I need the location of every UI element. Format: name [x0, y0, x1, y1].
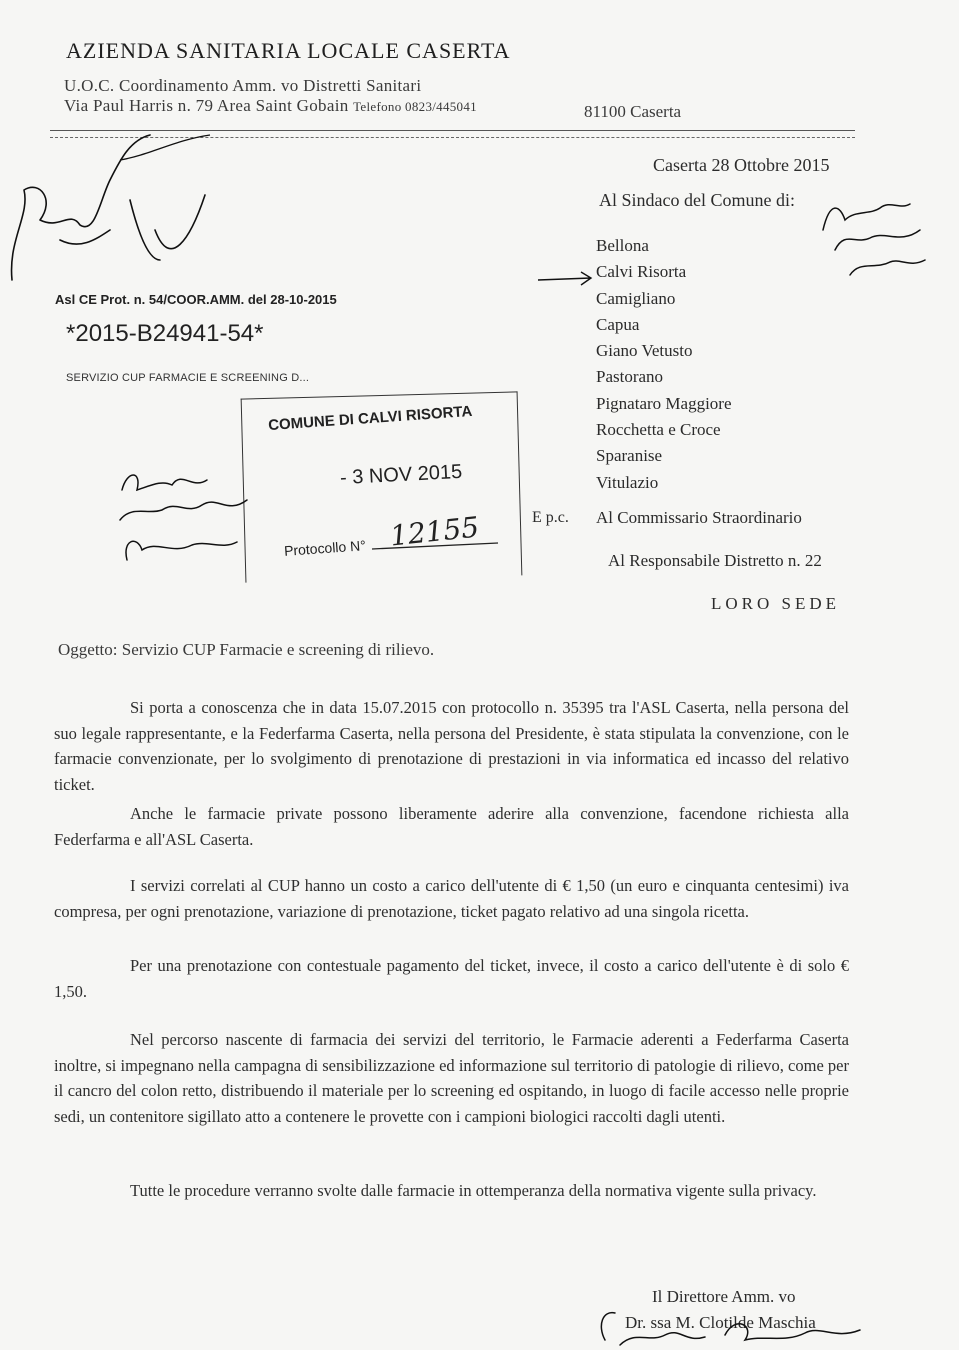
stamp-protocol-label: Protocollo N° [283, 537, 367, 559]
phone-text: Telefono 0823/445041 [353, 99, 477, 114]
recipient-town: Pignataro Maggiore [596, 393, 732, 413]
district-recipient: Al Responsabile Distretto n. 22 [608, 551, 822, 570]
recipient-town: Vitulazio [596, 472, 659, 492]
letter-date: Caserta 28 Ottobre 2015 [653, 155, 830, 175]
body-paragraph: Si porta a conoscenza che in data 15.07.2015 con protocollo n. 35395 tra l'ASL Caserta, nella persona del suo legale rappresentante, e la Federfarma Caserta, nella persona del Presidente, è stata stipulata la convenzione, con le farmacie convenzionate, per lo svolgimento di prenotazione di prestazioni in via informatica ed incasso del relativo ticket. [54, 698, 849, 794]
recipient-town: Sparanise [596, 446, 663, 466]
organization-name: AZIENDA SANITARIA LOCALE CASERTA [66, 38, 511, 63]
handwritten-annotation-left [0, 120, 230, 290]
body-paragraph: Nel percorso nascente di farmacia dei servizi del territorio, le Farmacie aderenti a Federfarma Caserta inoltre, si impegnano nella campagna di sensibilizzazione ed informazione sul territorio di patologie di rilievo, come per il cancro del colon retto, distribuendo il materiale per lo screening ed ospitando, in luogo di facile accesso nelle proprie sedi, un contenitore sigillato atto a contenere le provette con i campioni biologici raccolti dagli utenti. [54, 1030, 849, 1126]
recipient-town: Bellona [596, 236, 649, 255]
stamp-date: - 3 NOV 2015 [339, 460, 463, 490]
protocol-code: *2015-B24941-54* [66, 320, 264, 347]
handwritten-signature [595, 1305, 875, 1350]
department-line: U.O.C. Coordinamento Amm. vo Distretti Sanitari [64, 76, 422, 95]
recipients-heading: Al Sindaco del Comune di: [599, 190, 795, 210]
handwritten-annotation-middle [112, 460, 262, 570]
service-label: SERVIZIO CUP FARMACIE E SCREENING D... [66, 372, 310, 384]
epc-label: E p.c. [532, 509, 569, 526]
stamp-underline [370, 540, 500, 552]
address-text: Via Paul Harris n. 79 Area Saint Gobain [64, 96, 349, 115]
recipient-town: Capua [596, 314, 640, 334]
epc-recipient: Al Commissario Straordinario [596, 508, 802, 527]
recipient-list [596, 233, 732, 496]
body-paragraph: Per una prenotazione con contestuale pagamento del ticket, invece, il costo a carico dell'utente è di solo € 1,50. [54, 956, 849, 1001]
recipient-town: Calvi Risorta [596, 262, 687, 282]
postal-code: 81100 Caserta [584, 102, 682, 121]
signature-role: Il Direttore Amm. vo [652, 1287, 796, 1306]
recipient-town: Rocchetta e Croce [596, 420, 721, 440]
pointer-arrow-icon [536, 268, 596, 288]
signature-name: Dr. ssa M. Clotilde Maschia [625, 1313, 816, 1332]
body-paragraph: Anche le farmacie private possono liberamente aderire alla convenzione, facendone richiesta alla Federfarma e all'ASL Caserta. [54, 804, 849, 849]
body-paragraph: Tutte le procedure verranno svolte dalle farmacie in ottemperanza della normativa vigente sulla privacy. [130, 1181, 817, 1200]
recipient-town: Camigliano [596, 288, 676, 308]
stamp-protocol-number: 12155 [388, 510, 481, 553]
subject-line: Oggetto: Servizio CUP Farmacie e screening di rilievo. [58, 640, 435, 659]
recipient-town: Pastorano [596, 367, 664, 387]
address-line [64, 96, 477, 116]
stamp-title: COMUNE DI CALVI RISORTA [267, 402, 473, 435]
loro-sede: LORO SEDE [711, 594, 841, 613]
body-paragraph: I servizi correlati al CUP hanno un costo a carico dell'utente di € 1,50 (un euro e cinquanta centesimi) iva compresa, per ogni prenotazione, variazione di prenotazione, ticket pagato relativo ad una singola ricetta. [54, 876, 849, 921]
protocol-line: Asl CE Prot. n. 54/COOR.AMM. del 28-10-2015 [55, 292, 337, 307]
handwritten-annotation-right [815, 190, 935, 285]
recipient-town: Giano Vetusto [596, 341, 693, 361]
